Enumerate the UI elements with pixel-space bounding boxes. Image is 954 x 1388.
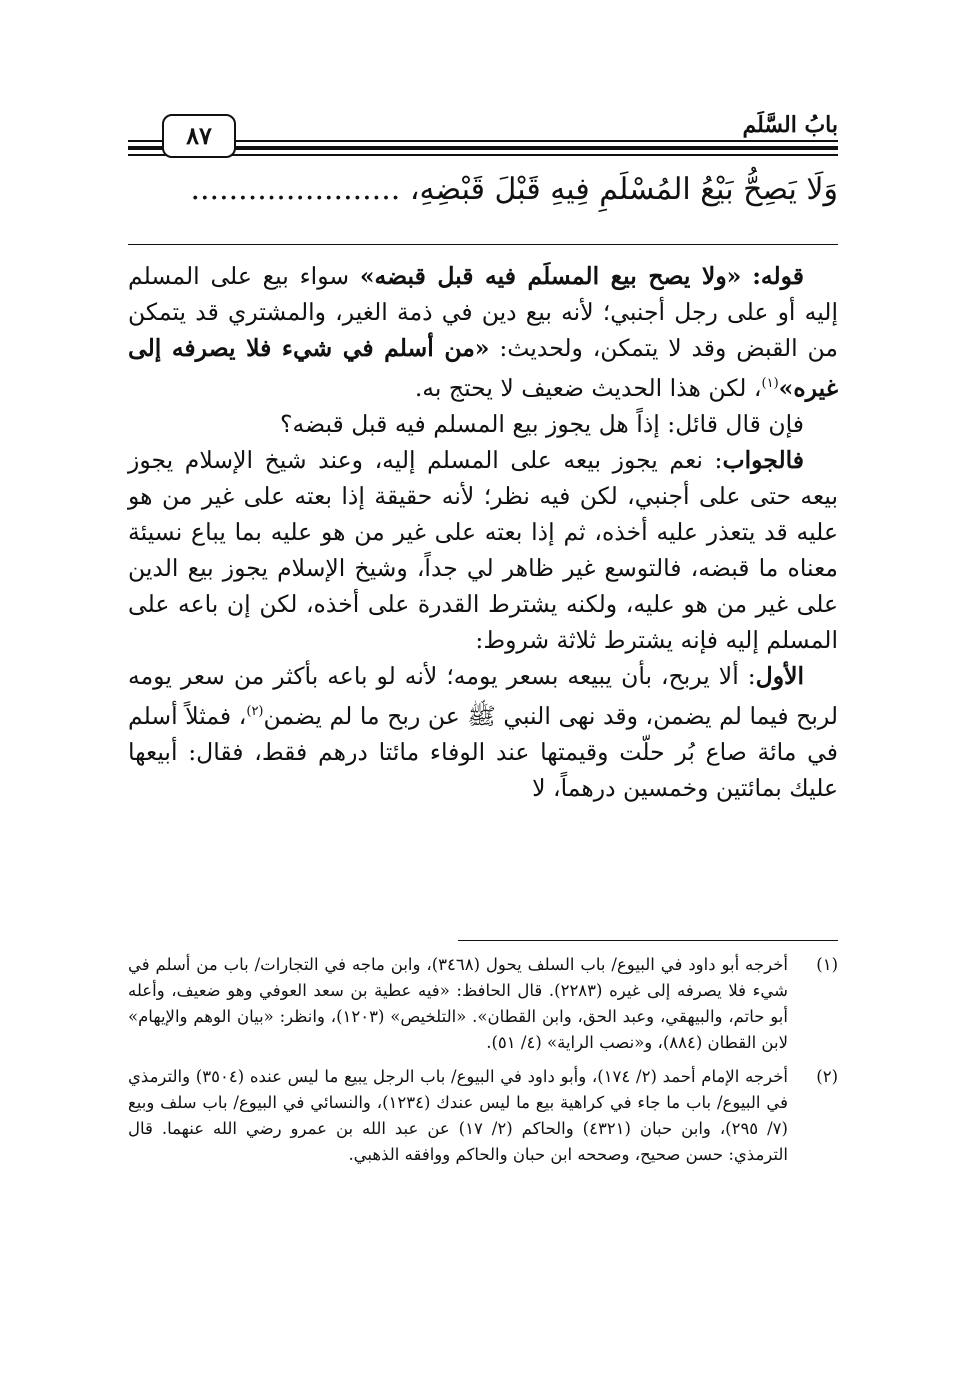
paragraph-text: ، لكن هذا الحديث ضعيف لا يحتج به.	[414, 373, 762, 402]
paragraph-text: : نعم يجوز بيعه على المسلم إليه، وعند شيخ الإسلام يجوز بيعه حتى على أجنبي، لكن فيه نظر؛ لأنه حقيقة إذا بعته على غير من هو عليه قد يتعذر عليه أخذه، ثم إذا بعته على غير من هو عليه بما يباع نسيئة معناه ما قبضه، فالتوسع غير ظاهر لي جداً، وشيخ الإسلام يجوز بيع الدين على غير من هو عليه، ولكنه يشترط القدرة على أخذه، لكن إن باعه على المسلم إليه فإنه يشترط ثلاثة شروط:	[128, 445, 838, 654]
footnote	[128, 1064, 838, 1168]
lead-word: قوله:	[752, 262, 804, 290]
header-rule	[128, 154, 838, 156]
footnote-text: أخرجه الإمام أحمد (٢/ ١٧٤)، وأبو داود في البيوع/ باب الرجل يبيع ما ليس عنده (٣٥٠٤) والترمذي في البيوع/ باب ما جاء في كراهية بيع ما ليس عندك (١٢٣٤)، والنسائي في البيوع/ باب سلف وبيع (٧/ ٢٩٥)، وابن حبان (٤٣٢١) والحاكم (٢/ ١٧) عن عبد الله بن عمرو رضي الله عنهما. قال الترمذي: حسن صحيح، وصححه ابن حبان والحاكم ووافقه الذهبي.	[128, 1067, 788, 1164]
footnote-number: (١)	[816, 955, 838, 974]
footnote-ref[interactable]: (٢)	[246, 703, 264, 719]
footnote	[128, 952, 838, 1056]
hadith-quote: «من أسلم في شيء فلا يصرفه إلى غيره»	[128, 334, 838, 402]
footnote-divider	[458, 940, 838, 941]
footnote-text: أخرجه أبو داود في البيوع/ باب السلف يحول (٣٤٦٨)، وابن ماجه في التجارات/ باب من أسلم في شيء فلا يصرفه إلى غيره (٢٢٨٣). قال الحافظ: «فيه عطية بن سعد العوفي وهو ضعيف، وأعله أبو حاتم، والبيهقي، وعبد الحق، وابن القطان». «التلخيص» (١٢٠٣)، وانظر: «بيان الوهم والإيهام» لابن القطان (٨٨٤)، و«نصب الراية» (٤/ ٥١).	[128, 955, 788, 1052]
matn-dots: ......................	[190, 172, 401, 207]
book-page	[128, 0, 838, 1388]
chapter-title: بابُ السَّلَم	[742, 112, 838, 138]
page-header	[128, 100, 838, 162]
paragraph-text: : ألا يربح، بأن يبيعه بسعر يومه؛ لأنه لو باعه بأكثر من سعر يومه لربح فيما لم يضمن، وقد نهى النبي ﷺ عن ربح ما لم يضمن	[128, 661, 838, 730]
paragraph-1	[128, 258, 838, 406]
footnote-ref[interactable]: (١)	[761, 376, 779, 391]
paragraph-text: سواء بيع على المسلم إليه أو على رجل أجنبي؛ لأنه بيع دين في ذمة الغير، والمشتري قد يتمكن من القبض وقد لا يتمكن، ولحديث:	[128, 262, 838, 362]
lead-word: فالجواب	[722, 445, 804, 474]
footnotes	[128, 952, 838, 1176]
paragraph-4	[128, 658, 838, 806]
matn-divider	[128, 244, 838, 245]
commentary-body	[128, 258, 838, 806]
quoted-matn: «ولا يصح بيع المسلَم فيه قبل قبضه»	[359, 262, 742, 290]
paragraph-3	[128, 442, 838, 658]
matn-line	[128, 172, 838, 207]
paragraph-2: فإن قال قائل: إذاً هل يجوز بيع المسلم فيه قبل قبضه؟	[280, 409, 804, 438]
page-number: ٨٧	[162, 114, 236, 158]
paragraph-text: ، فمثلاً أسلم في مائة صاع بُر حلّت وقيمتها عند الوفاء مائتا درهم فقط، فقال: أبيعها عليك بمائتين وخمسين درهماً، لا	[128, 701, 838, 802]
matn-text: وَلَا يَصِحُّ بَيْعُ المُسْلَمِ فِيهِ قَبْلَ قَبْضِهِ،	[409, 172, 838, 207]
lead-word: الأول	[755, 661, 804, 690]
footnote-number: (٢)	[816, 1067, 838, 1086]
